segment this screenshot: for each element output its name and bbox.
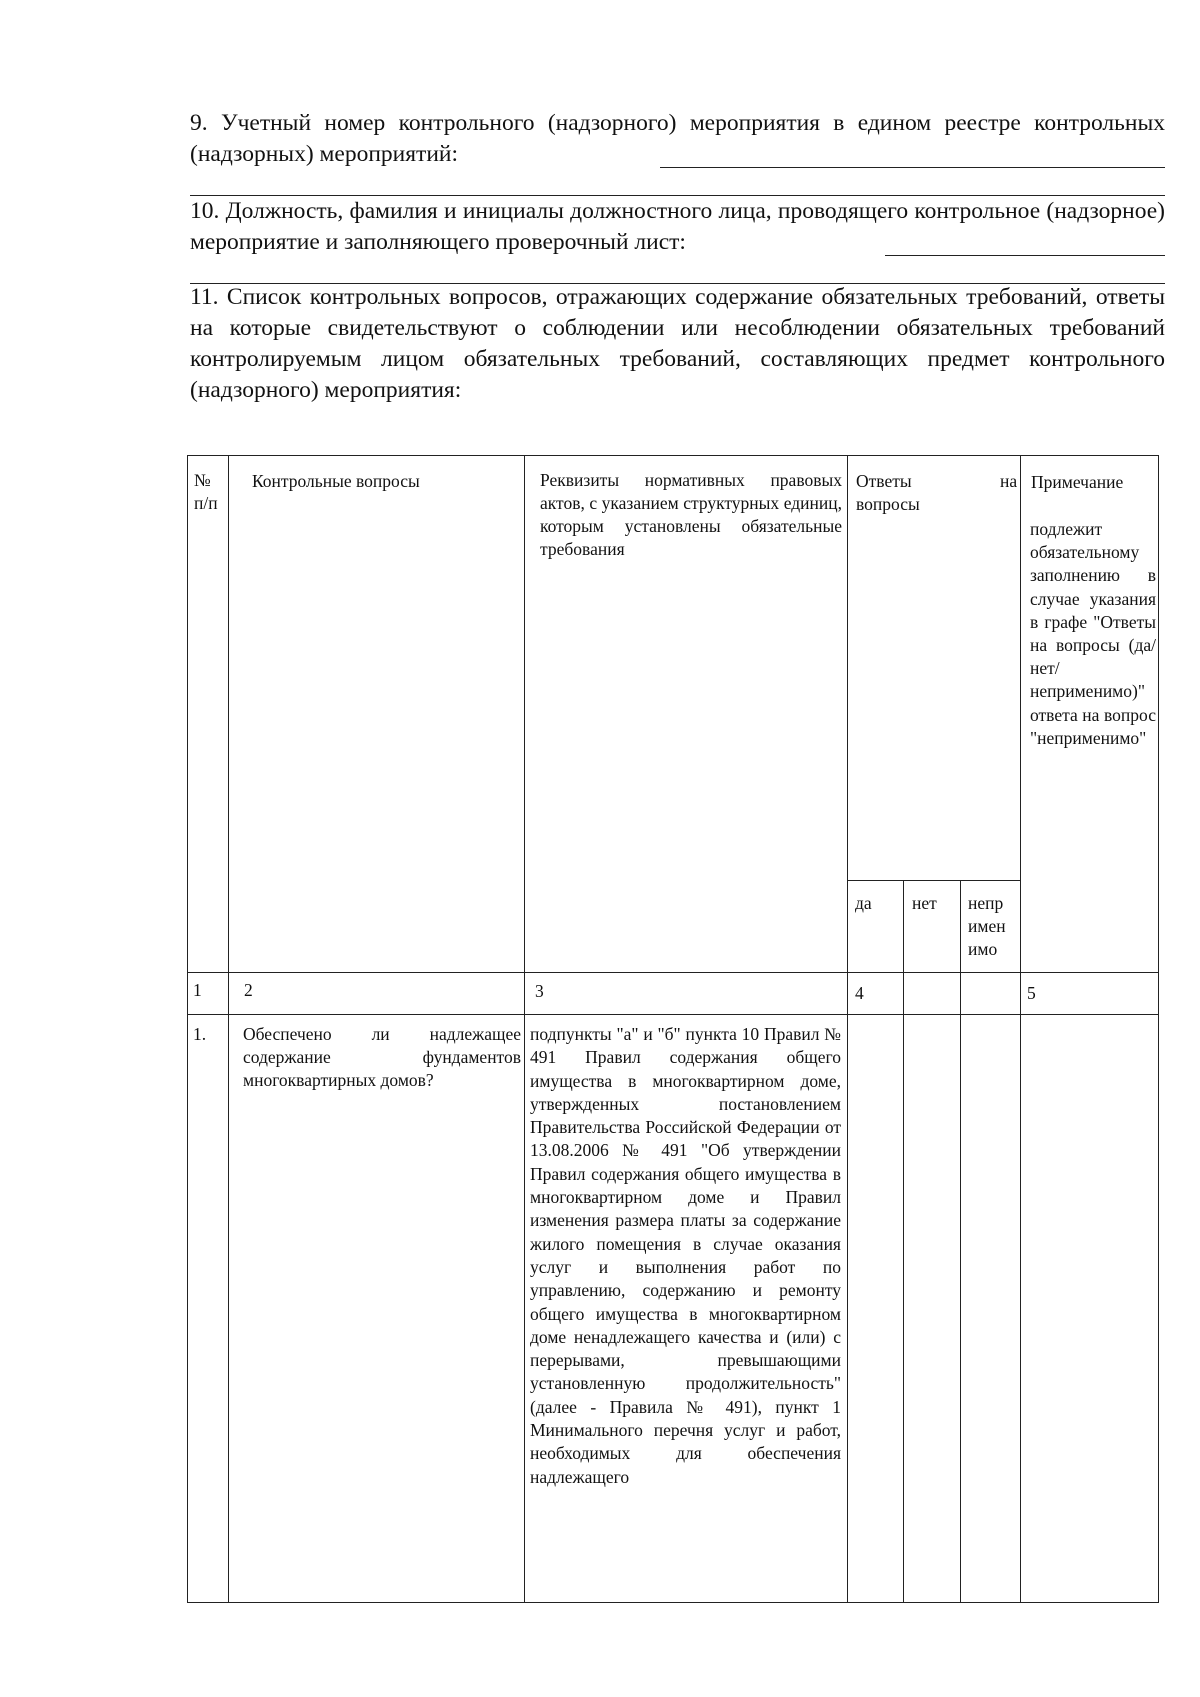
table-border-left (187, 455, 188, 1603)
answers-subheader-line (847, 880, 1020, 881)
item-9-text: 9. Учетный номер контрольного (надзорного) мероприятия в едином реестре контрольных (надзорных) мероприятий: (190, 110, 1165, 167)
table-col-divider-1 (228, 455, 229, 1603)
col-number-3: 3 (535, 981, 544, 1001)
item-10-text: 10. Должность, фамилия и инициалы должностного лица, проводящего контрольное (надзорное) мероприятие и заполняющего проверочный лист: (190, 198, 1165, 255)
header-no: нет (912, 893, 937, 913)
col-number-4: 4 (855, 983, 864, 1003)
table-border-top (187, 455, 1159, 456)
header-note-title: Примечание (1031, 472, 1124, 492)
header-num: № п/п (194, 470, 218, 513)
header-note-body: подлежит обязательному заполнению в случае указания в графе "Ответы на вопросы (да/нет/неприменимо)" ответа на вопрос "неприменимо" (1030, 519, 1156, 748)
item-11-text: 11. Список контрольных вопросов, отражающих содержание обязательных требований, ответы на которые свидетельствуют о соблюдении или несоблюдении обязательных требований контролируемым лицом обязательных требований, составляющих предмет контрольного (надзорного) мероприятия: (190, 284, 1165, 403)
header-answers-right: на (1000, 471, 1018, 491)
table-border-right (1158, 455, 1159, 1603)
header-answers-left: Ответы вопросы (856, 471, 920, 514)
col-number-1: 1 (193, 980, 202, 1000)
table-col-divider-2 (524, 455, 525, 1603)
table-row-1-answer-na[interactable] (962, 1016, 1019, 1601)
header-questions: Контрольные вопросы (252, 471, 420, 491)
header-yes: да (855, 893, 872, 913)
table-row-1-answer-no[interactable] (905, 1016, 959, 1601)
table-border-bottom (187, 1602, 1159, 1603)
col-number-5: 5 (1027, 983, 1036, 1003)
header-bottom-line (187, 972, 1159, 973)
header-na: непр имен имо (968, 893, 1006, 959)
table-row-1-question: Обеспечено ли надлежащее содержание фундаментов многоквартирных домов? (243, 1024, 521, 1090)
table-row-1-note[interactable] (1022, 1016, 1157, 1601)
col-number-2: 2 (244, 980, 253, 1000)
table-row-1-requisites: подпункты "а" и "б" пункта 10 Правил № 491 Правил содержания общего имущества в многоквартирном доме, утвержденных постановлением Правительства Российской Федерации от 13.08.2006 № 491 "Об утверждении Правил содержания общего имущества в многоквартирном доме и Правил изменения размера платы за содержание жилого помещения в случае оказания услуг и выполнения работ по управлению, содержанию и ремонту общего имущества в многоквартирном доме ненадлежащего качества и (или) с перерывами, превышающими установленную продолжительность" (далее - Правила № 491), пункт 1 Минимального перечня услуг и работ, необходимых для обеспечения надлежащего (530, 1024, 841, 1487)
table-row-1-num: 1. (193, 1024, 207, 1044)
table-row-1-answer-yes[interactable] (849, 1016, 902, 1601)
header-requisites: Реквизиты нормативных правовых актов, с указанием структурных единиц, которым установлены обязательные требования (540, 470, 842, 559)
